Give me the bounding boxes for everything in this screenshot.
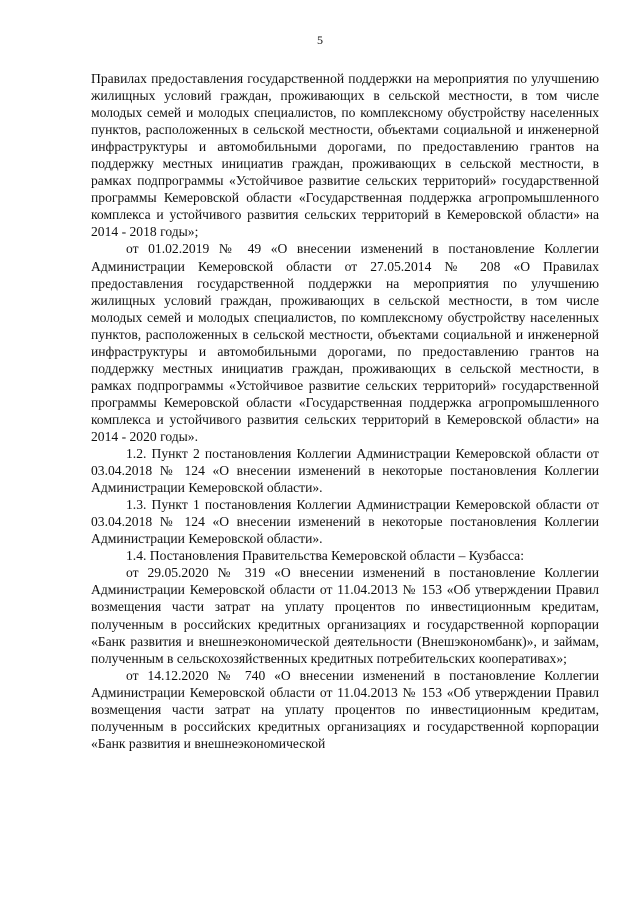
paragraph-item-1-2: 1.2. Пункт 2 постановления Коллегии Администрации Кемеровской области от 03.04.2018 № 124 «О внесении изменений в некоторые постановления Коллегии Администрации Кемеровской области».: [91, 446, 599, 496]
page-number: 5: [317, 33, 323, 47]
document-body: [91, 70, 599, 752]
paragraph-resolution-2019-49: от 01.02.2019 № 49 «О внесении изменений в постановление Коллегии Администрации Кемеровской области от 27.05.2014 № 208 «О Правилах предоставления государственной поддержки на мероприятия по улучшению жилищных условий граждан, проживающих в сельской местности, в том числе молодых семей и молодых специалистов, по комплексному обустройству населенных пунктов, расположенных в сельской местности, объектами социальной и инженерной инфраструктуры и автомобильными дорогами, по предоставлению грантов на поддержку местных инициатив граждан, проживающих в сельской местности, в рамках подпрограммы «Устойчивое развитие сельских территорий» государственной программы Кемеровской области «Государственная поддержка агропромышленного комплекса и устойчивого развития сельских территорий в Кемеровской области» на 2014 - 2020 годы».: [91, 241, 599, 444]
paragraph-item-1-3: 1.3. Пункт 1 постановления Коллегии Администрации Кемеровской области от 03.04.2018 № 124 «О внесении изменений в некоторые постановления Коллегии Администрации Кемеровской области».: [91, 497, 599, 547]
paragraph-continuation: Правилах предоставления государственной поддержки на мероприятия по улучшению жилищных условий граждан, проживающих в сельской местности, в том числе молодых семей и молодых специалистов, по комплексному обустройству населенных пунктов, расположенных в сельской местности, объектами социальной и инженерной инфраструктуры и автомобильными дорогами, по предоставлению грантов на поддержку местных инициатив граждан, проживающих в сельской местности, в рамках подпрограммы «Устойчивое развитие сельских территорий» государственной программы Кемеровской области «Государственная поддержка агропромышленного комплекса и устойчивого развития сельских территорий в Кемеровской области» на 2014 - 2018 годы»;: [91, 71, 599, 240]
paragraph-resolution-2020-319: от 29.05.2020 № 319 «О внесении изменений в постановление Коллегии Администрации Кемеровской области от 11.04.2013 № 153 «Об утверждении Правил возмещения части затрат на уплату процентов по инвестиционным кредитам, полученным в российских кредитных организациях и государственной корпорации «Банк развития и внешнеэкономической деятельности (Внешэкономбанк)», и займам, полученным в сельскохозяйственных кредитных потребительских кооперативах»;: [91, 565, 599, 666]
paragraph-resolution-2020-740: от 14.12.2020 № 740 «О внесении изменений в постановление Коллегии Администрации Кемеровской области от 11.04.2013 № 153 «Об утверждении Правил возмещения части затрат на уплату процентов по инвестиционным кредитам, полученным в российских кредитных организациях и государственной корпорации «Банк развития и внешнеэкономической: [91, 667, 599, 751]
paragraph-item-1-4: 1.4. Постановления Правительства Кемеровской области – Кузбасса:: [126, 548, 524, 564]
